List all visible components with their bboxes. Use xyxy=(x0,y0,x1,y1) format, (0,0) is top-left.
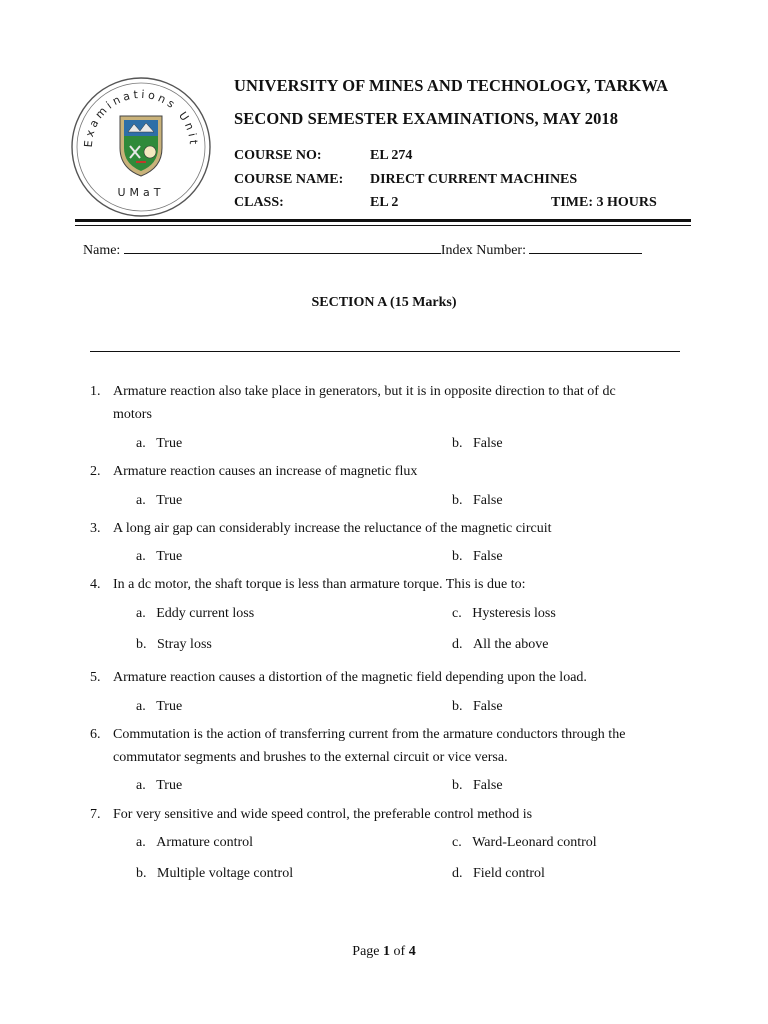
option-key: b. xyxy=(452,549,463,564)
section-separator xyxy=(90,351,680,352)
question-number: 4. xyxy=(90,577,101,592)
option-7d[interactable] xyxy=(452,866,545,882)
page-total: 4 xyxy=(408,944,416,959)
class-value: EL 2 xyxy=(370,195,399,210)
option-key: b. xyxy=(452,493,463,508)
option-7c[interactable] xyxy=(452,835,597,851)
option-text: All the above xyxy=(473,637,549,652)
option-key: c. xyxy=(452,835,462,850)
option-key: b. xyxy=(136,637,147,652)
option-text: Multiple voltage control xyxy=(157,866,294,881)
option-1a[interactable] xyxy=(136,436,182,452)
option-6b[interactable] xyxy=(452,778,503,794)
course-name-label: COURSE NAME: xyxy=(234,172,344,187)
option-text: Hysteresis loss xyxy=(472,606,556,621)
option-7b[interactable] xyxy=(136,866,293,882)
option-key: a. xyxy=(136,493,146,508)
question-text: In a dc motor, the shaft torque is less than armature torque. This is due to: xyxy=(113,577,526,592)
umat-examinations-seal xyxy=(70,76,212,218)
name-field[interactable] xyxy=(124,240,441,254)
option-7a[interactable] xyxy=(136,835,253,851)
question-number: 2. xyxy=(90,464,101,479)
option-text: False xyxy=(473,778,503,793)
option-1b[interactable] xyxy=(452,436,503,452)
option-text: False xyxy=(473,493,503,508)
option-key: a. xyxy=(136,699,146,714)
question-text-continued: commutator segments and brushes to the external circuit or vice versa. xyxy=(113,750,508,765)
question-number: 7. xyxy=(90,807,101,822)
option-text: Eddy current loss xyxy=(156,606,255,621)
student-details-row xyxy=(83,240,642,259)
option-key: b. xyxy=(452,778,463,793)
header-rule-thin xyxy=(75,225,691,226)
question-text: For very sensitive and wide speed control, the preferable control method is xyxy=(113,807,533,822)
question-number: 1. xyxy=(90,384,101,399)
header-rule-thick xyxy=(75,219,691,222)
option-text: True xyxy=(156,778,183,793)
of-word: of xyxy=(393,944,406,959)
option-text: True xyxy=(156,436,183,451)
option-2a[interactable] xyxy=(136,493,182,509)
exam-duration: TIME: 3 HOURS xyxy=(551,195,657,210)
course-no-value: EL 274 xyxy=(370,148,413,163)
university-name: UNIVERSITY OF MINES AND TECHNOLOGY, TARKWA xyxy=(234,76,669,95)
question-text: Armature reaction also take place in generators, but it is in opposite direction to that of dc xyxy=(113,384,616,399)
name-label: Name: xyxy=(83,243,121,258)
question-text: Commutation is the action of transferring current from the armature conductors through the xyxy=(113,727,626,742)
option-4d[interactable] xyxy=(452,637,548,653)
section-title: SECTION A (15 Marks) xyxy=(311,295,457,310)
option-6a[interactable] xyxy=(136,778,182,794)
option-text: True xyxy=(156,699,183,714)
option-4c[interactable] xyxy=(452,606,556,622)
option-key: a. xyxy=(136,778,146,793)
option-2b[interactable] xyxy=(452,493,503,509)
option-text: False xyxy=(473,436,503,451)
option-text: Stray loss xyxy=(157,637,212,652)
option-key: a. xyxy=(136,835,146,850)
question-number: 3. xyxy=(90,521,101,536)
question-text: Armature reaction causes an increase of magnetic flux xyxy=(113,464,418,479)
seal-bottom-text: UMaT xyxy=(117,186,165,199)
question-text: Armature reaction causes a distortion of the magnetic field depending upon the load. xyxy=(113,670,587,685)
index-number-label: Index Number: xyxy=(440,243,526,258)
option-5a[interactable] xyxy=(136,699,182,715)
option-4a[interactable] xyxy=(136,606,254,622)
option-text: Ward-Leonard control xyxy=(472,835,597,850)
class-label: CLASS: xyxy=(234,195,284,210)
option-text: Field control xyxy=(473,866,545,881)
question-text-continued: motors xyxy=(113,407,152,422)
option-key: d. xyxy=(452,637,463,652)
page-number xyxy=(0,944,768,960)
course-no-label: COURSE NO: xyxy=(234,148,322,163)
question-text: A long air gap can considerably increase the reluctance of the magnetic circuit xyxy=(113,521,552,536)
option-3b[interactable] xyxy=(452,549,503,565)
option-key: c. xyxy=(452,606,462,621)
option-key: a. xyxy=(136,606,146,621)
question-number: 5. xyxy=(90,670,101,685)
option-text: False xyxy=(473,699,503,714)
page-word: Page xyxy=(352,944,380,959)
question-number: 6. xyxy=(90,727,101,742)
option-5b[interactable] xyxy=(452,699,503,715)
option-text: False xyxy=(473,549,503,564)
option-key: a. xyxy=(136,436,146,451)
index-number-field[interactable] xyxy=(529,240,642,254)
option-text: True xyxy=(156,549,183,564)
option-key: b. xyxy=(452,699,463,714)
course-name-value: DIRECT CURRENT MACHINES xyxy=(370,172,578,187)
option-3a[interactable] xyxy=(136,549,182,565)
option-key: b. xyxy=(136,866,147,881)
option-text: True xyxy=(156,493,183,508)
option-4b[interactable] xyxy=(136,637,212,653)
crest-icon xyxy=(120,116,162,176)
exam-title: SECOND SEMESTER EXAMINATIONS, MAY 2018 xyxy=(234,109,619,128)
option-key: a. xyxy=(136,549,146,564)
seal-top-text: Examinations Unit xyxy=(81,87,201,148)
option-text: Armature control xyxy=(156,835,254,850)
option-key: b. xyxy=(452,436,463,451)
page-current: 1 xyxy=(383,944,391,959)
option-key: d. xyxy=(452,866,463,881)
